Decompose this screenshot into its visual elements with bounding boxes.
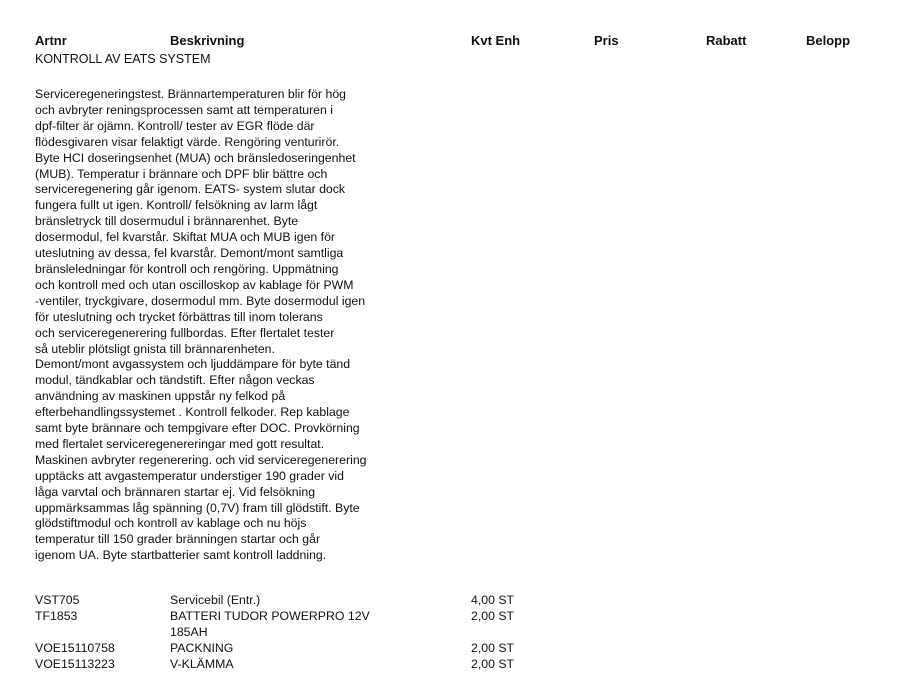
item-description-line: Servicebil (Entr.) xyxy=(170,593,261,607)
item-description xyxy=(170,609,440,641)
description-line: bränsleledningar för kontroll och rengöring. Uppmätning xyxy=(35,261,339,276)
description-line: modul, tändkablar och tändstift. Efter någon veckas xyxy=(35,373,315,388)
item-quantity: 2,00 ST xyxy=(471,609,515,623)
description-line: (MUB). Temperatur i brännare och DPF blir bättre och xyxy=(35,166,328,181)
description-line: användning av maskinen uppstår ny felkod på xyxy=(35,389,286,404)
column-header-artnr: Artnr xyxy=(35,33,67,48)
description-line: fungera fullt ut igen. Kontroll/ felsökning av larm lågt xyxy=(35,198,318,213)
description-line: igenom UA. Byte startbatterier samt kontroll laddning. xyxy=(35,548,327,563)
column-header-beskrivning: Beskrivning xyxy=(170,33,245,48)
description-line: låga varvtal och brännaren startar ej. Vid felsökning xyxy=(35,484,316,499)
description-line: uppmärksammas låg spänning (0,7V) fram till glödstift. Byte xyxy=(35,500,360,515)
description-line: upptäcks att avgastemperatur understiger 190 grader vid xyxy=(35,468,344,483)
item-description-line: BATTERI TUDOR POWERPRO 12V xyxy=(170,609,370,623)
column-header-pris: Pris xyxy=(594,33,619,48)
description-line: och kontroll med och utan oscilloskop av kablage för PWM xyxy=(35,277,354,292)
description-line: temperatur till 150 grader bränningen startar och går xyxy=(35,532,321,547)
item-description-line: 185AH xyxy=(170,624,208,639)
item-description-line: V-KLÄMMA xyxy=(170,657,234,671)
item-description xyxy=(170,641,440,657)
description-line: dpf-filter är ojämn. Kontroll/ tester av EGR flöde där xyxy=(35,118,315,133)
section-title: KONTROLL AV EATS SYSTEM xyxy=(35,52,211,66)
description-line: Demont/mont avgassystem och ljuddämpare för byte tänd xyxy=(35,357,351,372)
item-description-line: PACKNING xyxy=(170,641,234,655)
item-artnr: VOE15110758 xyxy=(35,641,115,655)
item-artnr: VST705 xyxy=(35,593,80,607)
description-line: flödesgivaren visar felaktigt värde. Rengöring venturirör. xyxy=(35,134,340,149)
description-line: för uteslutning och trycket förbättras till inom tolerans xyxy=(35,309,323,324)
work-description xyxy=(35,87,445,564)
description-line: -ventiler, tryckgivare, dosermodul mm. Byte dosermodul igen xyxy=(35,293,366,308)
item-description xyxy=(170,657,440,673)
description-line: och avbryter reningsprocessen samt att temperaturen i xyxy=(35,102,334,117)
description-line: samt byte brännare och tempgivare efter DOC. Provkörning xyxy=(35,421,360,436)
description-line: så uteblir plötsligt gnista till brännarenheten. xyxy=(35,341,275,356)
item-quantity: 2,00 ST xyxy=(471,641,515,655)
description-line: uteslutning av dessa, fel kvarstår. Demont/mont samtliga xyxy=(35,246,344,261)
item-artnr: VOE15113223 xyxy=(35,657,115,671)
description-line: Serviceregeneringstest. Brännartemperaturen blir för hög xyxy=(35,87,347,101)
description-line: Maskinen avbryter regenerering. och vid serviceregenerering xyxy=(35,452,367,467)
item-quantity: 4,00 ST xyxy=(471,593,515,607)
description-line: Byte HCI doseringsenhet (MUA) och bränsledoseringenhet xyxy=(35,150,356,165)
description-line: dosermodul, fel kvarstår. Skiftat MUA och MUB igen för xyxy=(35,230,336,245)
item-quantity: 2,00 ST xyxy=(471,657,515,671)
item-description xyxy=(170,593,440,609)
description-line: med flertalet serviceregenereringar med gott resultat. xyxy=(35,436,325,451)
description-line: serviceregenering går igenom. EATS- system slutar dock xyxy=(35,182,346,197)
item-artnr: TF1853 xyxy=(35,609,78,623)
column-header-kvt-enh: Kvt Enh xyxy=(471,33,521,48)
description-line: bränsletryck till dosermudul i brännarenhet. Byte xyxy=(35,214,299,229)
column-header-rabatt: Rabatt xyxy=(706,33,747,48)
description-line: och serviceregenerering fullbordas. Efter flertalet tester xyxy=(35,325,335,340)
description-line: glödstiftmodul och kontroll av kablage och nu höjs xyxy=(35,516,307,531)
description-line: efterbehandlingssystemet . Kontroll felkoder. Rep kablage xyxy=(35,405,350,420)
column-header-belopp: Belopp xyxy=(806,33,851,48)
